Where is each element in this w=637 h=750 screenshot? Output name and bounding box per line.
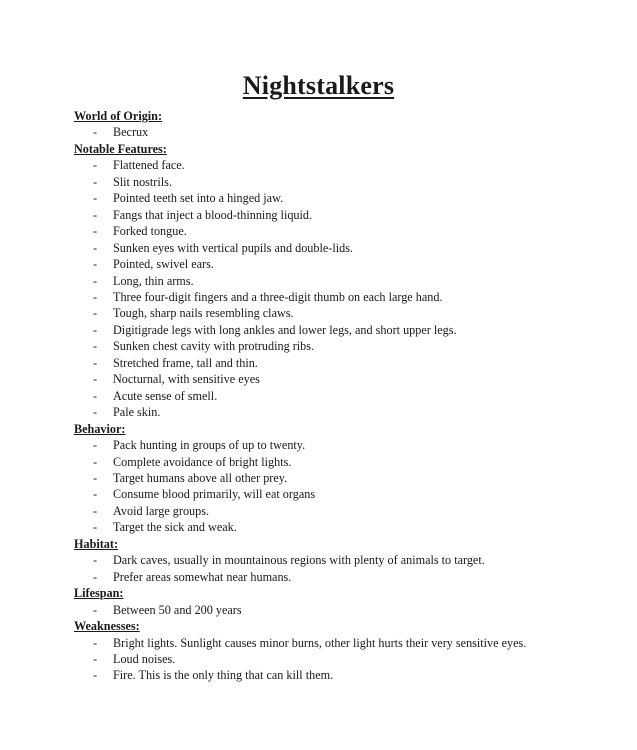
list-item-text: Complete avoidance of bright lights. bbox=[113, 454, 292, 469]
bullet-dash: - bbox=[93, 602, 98, 617]
list-item-text: Loud noises. bbox=[113, 651, 176, 666]
list-item-text: Between 50 and 200 years bbox=[113, 602, 242, 617]
list-item-text: Sunken chest cavity with protruding ribs. bbox=[113, 339, 315, 354]
list-item-text: Acute sense of smell. bbox=[113, 388, 218, 403]
list-item-text: Pale skin. bbox=[113, 405, 161, 420]
list-item bbox=[74, 519, 614, 535]
bullet-dash: - bbox=[93, 668, 98, 683]
section-heading: Lifespan: bbox=[74, 586, 124, 601]
list-item bbox=[74, 124, 614, 140]
list-item bbox=[74, 190, 614, 206]
bullet-dash: - bbox=[93, 125, 98, 140]
list-item-text: Forked tongue. bbox=[113, 224, 187, 239]
bullet-dash: - bbox=[93, 520, 98, 535]
document-body bbox=[74, 108, 614, 684]
list-item bbox=[74, 552, 614, 568]
list-item-text: Consume blood primarily, will eat organs bbox=[113, 487, 316, 502]
bullet-dash: - bbox=[93, 207, 98, 222]
bullet-dash: - bbox=[93, 273, 98, 288]
list-item bbox=[74, 569, 614, 585]
bullet-dash: - bbox=[93, 372, 98, 387]
bullet-dash: - bbox=[93, 405, 98, 420]
list-item bbox=[74, 355, 614, 371]
list-item bbox=[74, 503, 614, 519]
list-item-text: Pointed, swivel ears. bbox=[113, 257, 214, 272]
bullet-dash: - bbox=[93, 388, 98, 403]
list-item-text: Pointed teeth set into a hinged jaw. bbox=[113, 191, 284, 206]
list-item bbox=[74, 223, 614, 239]
list-item bbox=[74, 371, 614, 387]
list-item-text: Bright lights. Sunlight causes minor burns, other light hurts their very sensitive eyes. bbox=[113, 635, 527, 650]
list-item bbox=[74, 322, 614, 338]
list-item-text: Fangs that inject a blood-thinning liquid. bbox=[113, 207, 313, 222]
list-item bbox=[74, 305, 614, 321]
list-item-text: Fire. This is the only thing that can kill them. bbox=[113, 668, 334, 683]
bullet-dash: - bbox=[93, 470, 98, 485]
list-item-text: Dark caves, usually in mountainous regions with plenty of animals to target. bbox=[113, 553, 485, 568]
list-item bbox=[74, 388, 614, 404]
list-item bbox=[74, 174, 614, 190]
list-item-text: Pack hunting in groups of up to twenty. bbox=[113, 438, 306, 453]
bullet-dash: - bbox=[93, 306, 98, 321]
list-item bbox=[74, 256, 614, 272]
section-heading: Behavior: bbox=[74, 421, 126, 436]
list-item bbox=[74, 240, 614, 256]
section-heading: Habitat: bbox=[74, 536, 119, 551]
bullet-dash: - bbox=[93, 569, 98, 584]
section bbox=[74, 421, 614, 536]
bullet-dash: - bbox=[93, 651, 98, 666]
section bbox=[74, 585, 614, 618]
list-item-text: Long, thin arms. bbox=[113, 273, 194, 288]
bullet-dash: - bbox=[93, 240, 98, 255]
section-heading: Notable Features: bbox=[74, 141, 167, 156]
bullet-dash: - bbox=[93, 553, 98, 568]
bullet-dash: - bbox=[93, 322, 98, 337]
section bbox=[74, 618, 614, 684]
list-item-text: Slit nostrils. bbox=[113, 174, 172, 189]
bullet-list bbox=[74, 157, 614, 420]
section-heading: Weaknesses: bbox=[74, 619, 140, 634]
section-heading: World of Origin: bbox=[74, 109, 163, 123]
list-item bbox=[74, 338, 614, 354]
bullet-dash: - bbox=[93, 503, 98, 518]
list-item bbox=[74, 273, 614, 289]
list-item bbox=[74, 437, 614, 453]
list-item bbox=[74, 635, 614, 651]
list-item-text: Becrux bbox=[113, 125, 149, 140]
list-item-text: Nocturnal, with sensitive eyes bbox=[113, 372, 260, 387]
section bbox=[74, 141, 614, 421]
bullet-dash: - bbox=[93, 289, 98, 304]
list-item bbox=[74, 486, 614, 502]
list-item bbox=[74, 667, 614, 683]
list-item-text: Target the sick and weak. bbox=[113, 520, 237, 535]
bullet-list bbox=[74, 602, 614, 618]
document-title: Nightstalkers bbox=[242, 71, 395, 100]
bullet-dash: - bbox=[93, 174, 98, 189]
list-item bbox=[74, 207, 614, 223]
section bbox=[74, 108, 614, 141]
bullet-dash: - bbox=[93, 487, 98, 502]
list-item bbox=[74, 454, 614, 470]
bullet-list bbox=[74, 437, 614, 536]
list-item bbox=[74, 157, 614, 173]
bullet-dash: - bbox=[93, 158, 98, 173]
bullet-dash: - bbox=[93, 339, 98, 354]
bullet-list bbox=[74, 552, 614, 585]
list-item bbox=[74, 602, 614, 618]
list-item bbox=[74, 470, 614, 486]
list-item-text: Three four-digit fingers and a three-digit thumb on each large hand. bbox=[113, 289, 443, 304]
list-item bbox=[74, 651, 614, 667]
list-item-text: Tough, sharp nails resembling claws. bbox=[113, 306, 294, 321]
bullet-dash: - bbox=[93, 635, 98, 650]
list-item-text: Digitigrade legs with long ankles and lower legs, and short upper legs. bbox=[113, 322, 457, 337]
list-item-text: Target humans above all other prey. bbox=[113, 470, 288, 485]
list-item bbox=[74, 289, 614, 305]
bullet-dash: - bbox=[93, 438, 98, 453]
bullet-list bbox=[74, 124, 614, 140]
bullet-dash: - bbox=[93, 454, 98, 469]
bullet-dash: - bbox=[93, 224, 98, 239]
bullet-list bbox=[74, 635, 614, 684]
bullet-dash: - bbox=[93, 257, 98, 272]
bullet-dash: - bbox=[93, 191, 98, 206]
list-item bbox=[74, 404, 614, 420]
list-item-text: Avoid large groups. bbox=[113, 503, 210, 518]
list-item-text: Prefer areas somewhat near humans. bbox=[113, 569, 292, 584]
section bbox=[74, 536, 614, 585]
list-item-text: Stretched frame, tall and thin. bbox=[113, 355, 258, 370]
list-item-text: Flattened face. bbox=[113, 158, 185, 173]
list-item-text: Sunken eyes with vertical pupils and double-lids. bbox=[113, 240, 353, 255]
bullet-dash: - bbox=[93, 355, 98, 370]
